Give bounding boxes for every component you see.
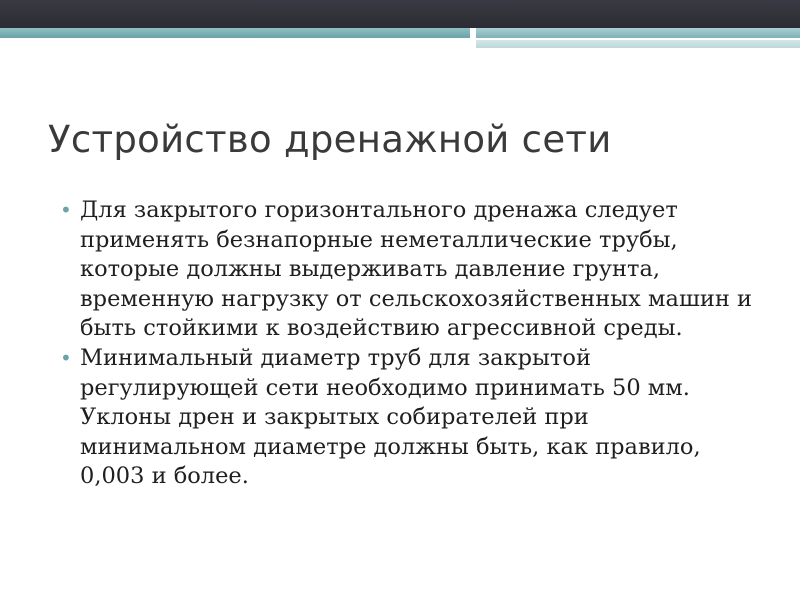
accent-stripe-left [0, 28, 470, 38]
header-bar [0, 0, 800, 28]
bullet-icon: • [60, 345, 72, 370]
accent-stripe-lower [476, 40, 800, 48]
bullet-text: Минимальный диаметр труб для закрытой регулирующей сети необходимо принимать 50 мм. Уклоны дрен и закрытых собирателей при минимальном диаметре должны быть, как правило, 0,003 и более. [80, 344, 701, 490]
slide-title: Устройство дренажной сети [48, 118, 612, 161]
bullet-item [60, 196, 760, 344]
bullet-item [60, 344, 760, 492]
bullet-list [60, 196, 760, 492]
bullet-text: Для закрытого горизонтального дренажа следует применять безнапорные неметаллические трубы, которые должны выдерживать давление грунта, временную нагрузку от сельскохозяйственных машин и быть стойкими к воздействию агрессивной среды. [80, 197, 753, 342]
accent-stripe-right [476, 28, 800, 38]
bullet-icon: • [60, 198, 72, 222]
